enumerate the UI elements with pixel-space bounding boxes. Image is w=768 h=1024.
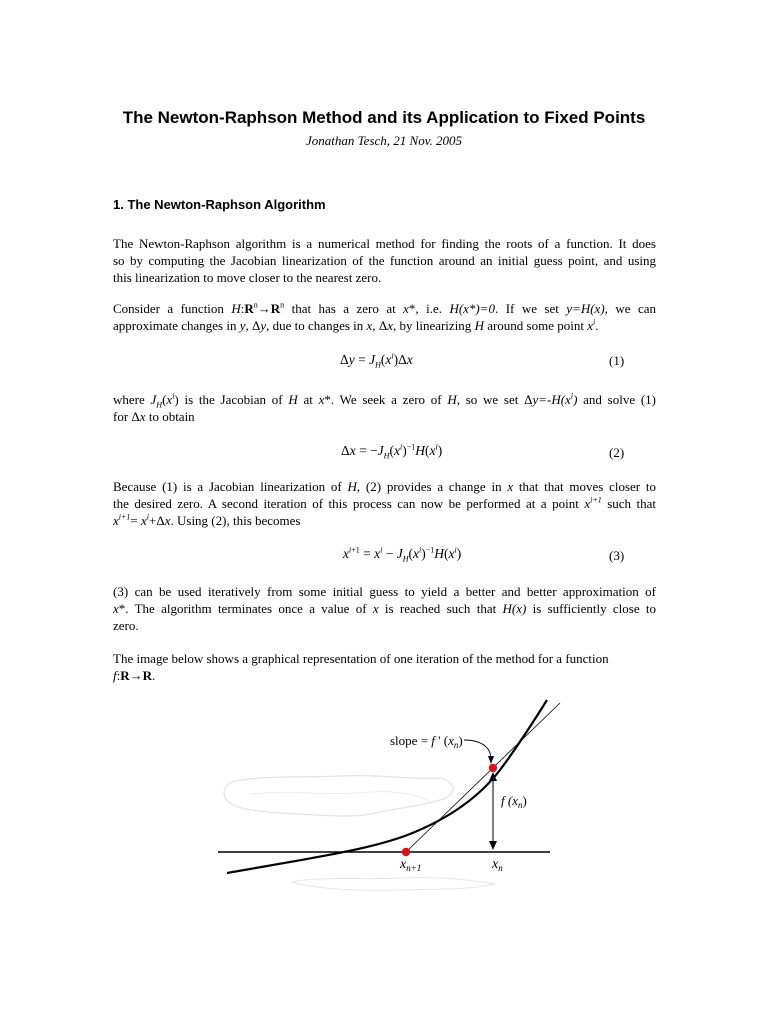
text-line: The image below shows a graphical representation of one iteration of the method for a function: [113, 651, 609, 666]
equation-3: $x^{i+1} = x^i - J_H(x^i)^{-1}H(x^i)$: [343, 545, 462, 564]
text-line: Because (1) is a Jacobian linearization of H, (2) provides a change in x that that moves closer to: [113, 479, 657, 494]
text-line: for Δx to obtain: [113, 409, 195, 424]
text-line: $x^{i+1}= x^i+\Delta x$. Using (2), this becomes: [113, 512, 301, 528]
slope-label: slope = f ' $(x_n)$: [390, 733, 463, 750]
equation-2-number: (2): [609, 445, 625, 460]
equation-3-number: (3): [609, 548, 625, 563]
equation-1: $\Delta y = J_H(x^i)\Delta x$: [340, 351, 413, 370]
text-line: where $J_H(x^i)$ is the Jacobian of H at x*. We seek a zero of H, so we set $\Delta y=-H(x^i)$ and solve (1): [113, 391, 656, 410]
tangent-line: [406, 703, 560, 852]
page-title: The Newton-Raphson Method and its Application to Fixed Points: [122, 108, 646, 127]
xn-label: $x_n$: [492, 857, 503, 873]
text-line: this linearization to move closer to the nearest zero.: [113, 270, 382, 285]
text-line: approximate changes in y, Δy, due to changes in x, Δx, by linearizing H around some point $x^i$.: [113, 317, 599, 333]
text-line: zero.: [113, 618, 139, 633]
section-heading: 1. The Newton-Raphson Algorithm: [113, 197, 326, 212]
author-line: Jonathan Tesch, 21 Nov. 2005: [306, 133, 462, 148]
scribble-artifact: [224, 776, 453, 816]
text-line: x*. The algorithm terminates once a value of x is reached such that H(x) is sufficiently close to: [113, 601, 657, 616]
slope-pointer-head: [488, 756, 494, 764]
point-xn: [489, 764, 497, 772]
text-line: Consider a function $H:R^n\to R^n$ that has a zero at x*, i.e. H(x*)=0. If we set y=H(x), we can: [113, 300, 656, 316]
function-curve: [227, 700, 547, 873]
scribble-artifact: [292, 877, 495, 890]
equation-2: $\Delta x = -J_H(x^i)^{-1}H(x^i)$: [341, 442, 443, 461]
text-line: (3) can be used iteratively from some initial guess to yield a better and better approximation of: [113, 584, 656, 599]
scribble-artifact: [250, 792, 430, 802]
text-line: the desired zero. A second iteration of this process can now be performed at a point $x^{i+1}$ such that: [113, 495, 656, 511]
point-xn1: [402, 848, 410, 856]
slope-pointer: [464, 740, 491, 758]
text-line: so by computing the Jacobian linearization of the function around an initial guess point, and using: [113, 253, 656, 268]
fxn-label: f $(x_n)$: [501, 793, 527, 810]
equation-1-number: (1): [609, 353, 625, 368]
arrow-head-down: [489, 841, 497, 850]
text-line: f:R→R.: [113, 668, 156, 683]
text-line: The Newton-Raphson algorithm is a numerical method for finding the roots of a function. It does: [113, 236, 656, 251]
xn1-label: $x_{n+1}$: [400, 857, 422, 873]
